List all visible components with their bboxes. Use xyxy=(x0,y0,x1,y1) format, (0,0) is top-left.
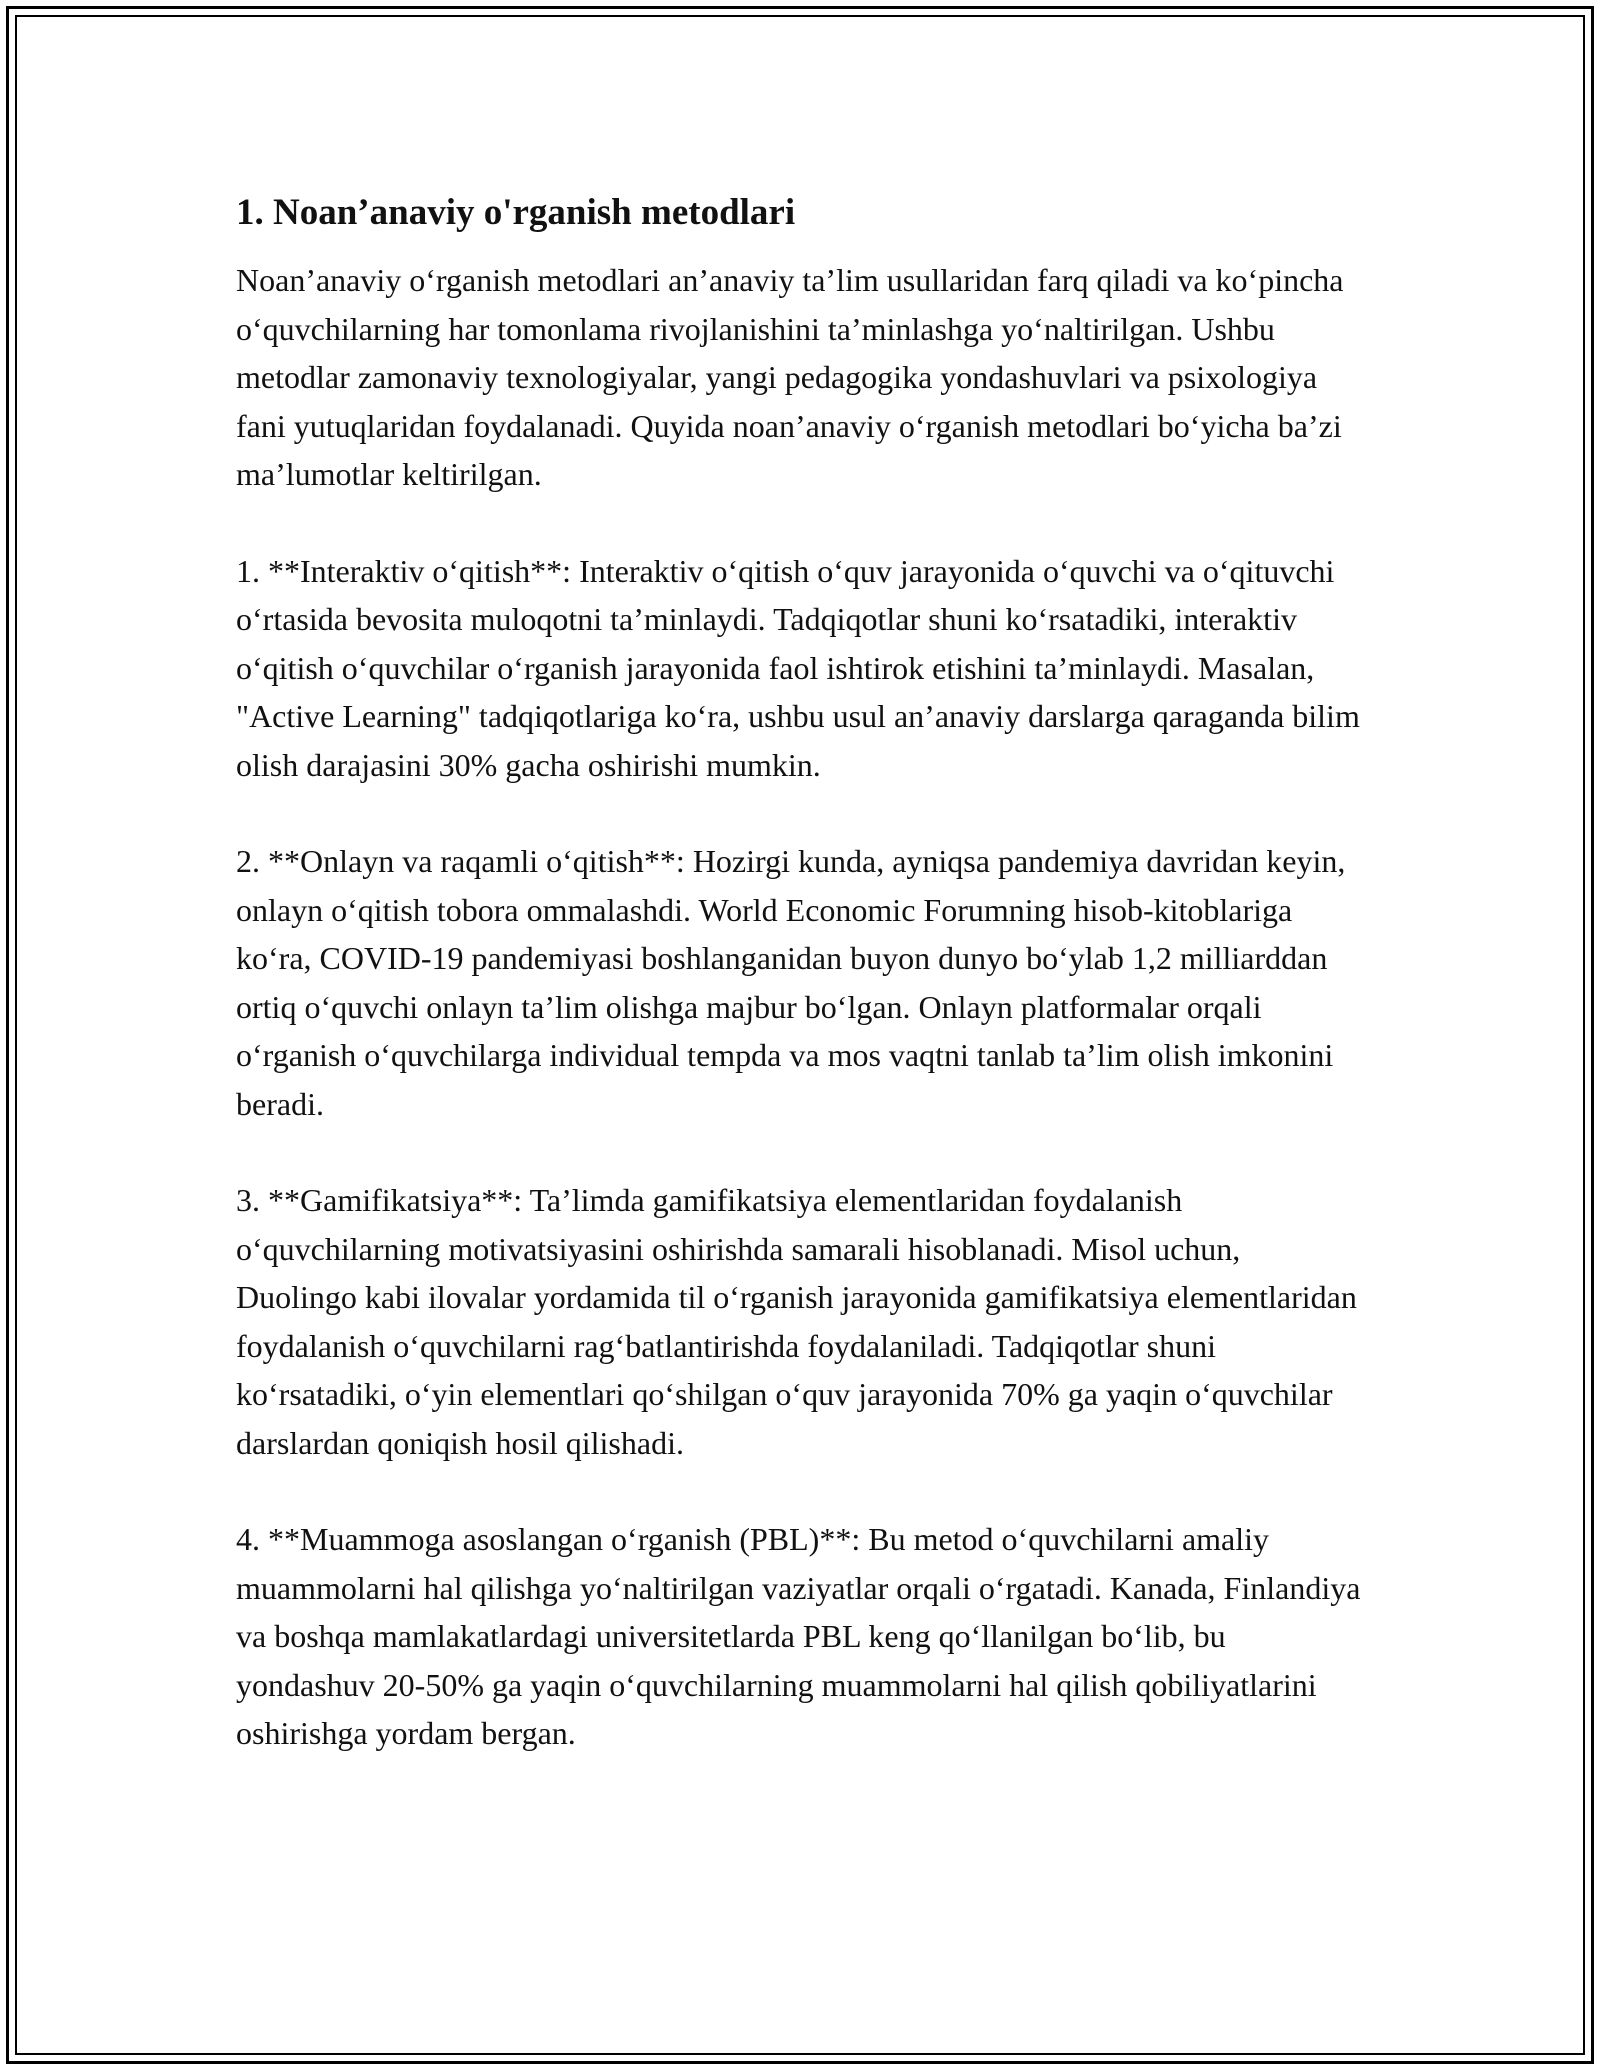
paragraph-online-learning: 2. **Onlayn va raqamli o‘qitish**: Hozirgi kunda, ayniqsa pandemiya davridan keyin, onlayn o‘qitish tobora ommalashdi. World Economic Forumning hisob-kitoblariga ko‘ra, COVID-19 pandemiyasi boshlanganidan buyon dunyo bo‘ylab 1,2 milliarddan ortiq o‘quvchi onlayn ta’lim olishga majbur bo‘lgan. Onlayn platformalar orqali o‘rganish o‘quvchilarga individual tempda va mos vaqtni tanlab ta’lim olish imkonini beradi. xyxy=(236,843,1346,1122)
paragraph-interactive-teaching: 1. **Interaktiv o‘qitish**: Interaktiv o‘qitish o‘quv jarayonida o‘quvchi va o‘qituvchi o‘rtasida bevosita muloqotni ta’minlaydi. Tadqiqotlar shuni ko‘rsatadiki, interaktiv o‘qitish o‘quvchilar o‘rganish jarayonida faol ishtirok etishini ta’minlaydi. Masalan, "Active Learning" tadqiqotlariga ko‘ra, ushbu usul an’anaviy darslarga qaraganda bilim olish darajasini 30% gacha oshirishi mumkin. xyxy=(236,552,1360,783)
paragraph-problem-based-learning: 4. **Muammoga asoslangan o‘rganish (PBL)**: Bu metod o‘quvchilarni amaliy muammolarni hal qilishga yo‘naltirilgan vaziyatlar orqali o‘rgatadi. Kanada, Finlandiya va boshqa mamlakatlardagi universitetlarda PBL keng qo‘llanilgan bo‘lib, bu yondashuv 20-50% ga yaqin o‘quvchilarning muammolarni hal qilish qobiliyatlarini oshirishga yordam bergan. xyxy=(236,1521,1361,1751)
intro-paragraph: Noan’anaviy o‘rganish metodlari an’anaviy ta’lim usullaridan farq qiladi va ko‘pincha o‘quvchilarning har tomonlama rivojlanishini ta’minlashga yo‘naltirilgan. Ushbu metodlar zamonaviy texnologiyalar, yangi pedagogika yondashuvlari va psixologiya fani yutuqlaridan foydalanadi. Quyida noan’anaviy o‘rganish metodlari bo‘yicha ba’zi ma’lumotlar keltirilgan. xyxy=(236,262,1344,492)
document-body xyxy=(236,184,1366,1758)
section-heading: 1. Noan’anaviy o'rganish metodlari xyxy=(236,192,796,233)
paragraph-gamification: 3. **Gamifikatsiya**: Ta’limda gamifikatsiya elementlaridan foydalanish o‘quvchilarning motivatsiyasini oshirishda samarali hisoblanadi. Misol uchun, Duolingo kabi ilovalar yordamida til o‘rganish jarayonida gamifikatsiya elementlaridan foydalanish o‘quvchilarni rag‘batlantirishda foydalaniladi. Tadqiqotlar shuni ko‘rsatadiki, o‘yin elementlari qo‘shilgan o‘quv jarayonida 70% ga yaqin o‘quvchilar darslardan qoniqish hosil qilishadi. xyxy=(236,1182,1357,1461)
